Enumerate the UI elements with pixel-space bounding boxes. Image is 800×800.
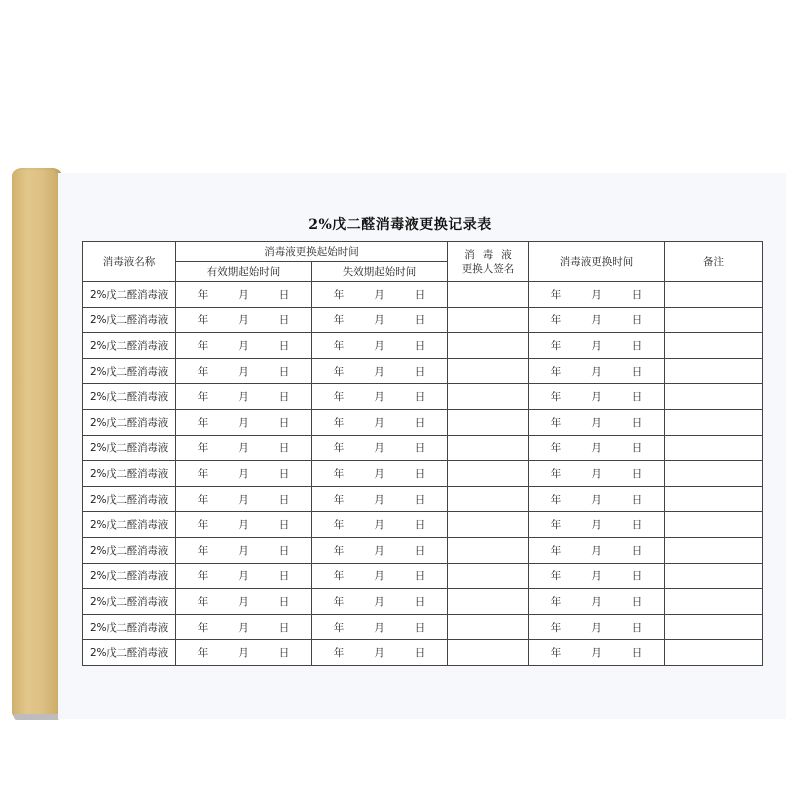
expire-start-date-cell[interactable] [312,384,448,410]
expire-start-date-cell[interactable] [312,537,448,563]
row-name: 2%戊二醛消毒液 [83,384,176,410]
remark-cell[interactable] [665,358,763,384]
year-label: 年 [333,493,345,506]
expire-start-date-cell[interactable] [312,282,448,308]
year-label: 年 [197,339,209,352]
table-row [83,435,763,461]
change-time-date-cell[interactable] [529,461,665,487]
month-label: 月 [591,570,602,583]
day-label: 日 [278,519,290,532]
expire-start-date-cell[interactable] [312,461,448,487]
year-label: 年 [333,339,345,352]
expire-start-date-cell[interactable] [312,614,448,640]
year-label: 年 [333,570,345,583]
month-label: 月 [374,519,385,532]
month-label: 月 [591,544,602,557]
day-label: 日 [278,467,290,480]
row-name: 2%戊二醛消毒液 [83,563,176,589]
month-label: 月 [374,493,385,506]
month-label: 月 [591,442,602,455]
month-label: 月 [591,391,602,404]
year-label: 年 [197,647,209,660]
expire-start-date-cell[interactable] [312,486,448,512]
month-label: 月 [374,339,385,352]
day-label: 日 [414,314,426,327]
month-label: 月 [374,544,385,557]
day-label: 日 [631,467,643,480]
header-change-time: 消毒液更换时间 [529,242,665,282]
year-label: 年 [550,442,562,455]
month-label: 月 [238,391,249,404]
year-label: 年 [197,519,209,532]
month-label: 月 [591,519,602,532]
day-label: 日 [414,493,426,506]
day-label: 日 [278,621,290,634]
change-time-date-cell[interactable] [529,384,665,410]
header-signer-line2: 更换人签名 [461,262,515,275]
signer-cell[interactable] [448,307,529,333]
table-row [83,384,763,410]
month-label: 月 [238,647,249,660]
valid-start-date-cell[interactable] [176,614,312,640]
header-start-group: 消毒液更换起始时间 [176,242,448,262]
day-label: 日 [414,570,426,583]
valid-start-date-cell[interactable] [176,333,312,359]
row-name: 2%戊二醛消毒液 [83,512,176,538]
month-label: 月 [374,595,385,608]
signer-cell[interactable] [448,640,529,666]
table-row [83,563,763,589]
valid-start-date-cell[interactable] [176,461,312,487]
year-label: 年 [550,467,562,480]
row-name: 2%戊二醛消毒液 [83,486,176,512]
month-label: 月 [238,416,249,429]
change-time-date-cell[interactable] [529,563,665,589]
day-label: 日 [414,391,426,404]
signer-cell[interactable] [448,358,529,384]
month-label: 月 [374,314,385,327]
remark-cell[interactable] [665,307,763,333]
day-label: 日 [631,339,643,352]
month-label: 月 [238,570,249,583]
change-time-date-cell[interactable] [529,409,665,435]
expire-start-date-cell[interactable] [312,640,448,666]
year-label: 年 [333,647,345,660]
table-row [83,282,763,308]
day-label: 日 [278,544,290,557]
signer-cell[interactable] [448,384,529,410]
row-name: 2%戊二醛消毒液 [83,409,176,435]
day-label: 日 [414,442,426,455]
year-label: 年 [333,595,345,608]
valid-start-date-cell[interactable] [176,537,312,563]
day-label: 日 [414,621,426,634]
year-label: 年 [197,365,209,378]
year-label: 年 [333,621,345,634]
table-row [83,409,763,435]
month-label: 月 [238,288,249,301]
expire-start-date-cell[interactable] [312,589,448,615]
year-label: 年 [197,621,209,634]
year-label: 年 [333,314,345,327]
expire-start-date-cell[interactable] [312,307,448,333]
day-label: 日 [278,288,290,301]
month-label: 月 [238,493,249,506]
day-label: 日 [414,595,426,608]
month-label: 月 [591,416,602,429]
signer-cell[interactable] [448,512,529,538]
day-label: 日 [631,314,643,327]
valid-start-date-cell[interactable] [176,384,312,410]
signer-cell[interactable] [448,537,529,563]
expire-start-date-cell[interactable] [312,333,448,359]
change-time-date-cell[interactable] [529,358,665,384]
month-label: 月 [374,391,385,404]
valid-start-date-cell[interactable] [176,307,312,333]
month-label: 月 [374,647,385,660]
remark-cell[interactable] [665,614,763,640]
day-label: 日 [414,467,426,480]
header-signer [448,242,529,282]
year-label: 年 [197,544,209,557]
month-label: 月 [238,339,249,352]
year-label: 年 [197,288,209,301]
table-row [83,307,763,333]
valid-start-date-cell[interactable] [176,486,312,512]
day-label: 日 [278,493,290,506]
row-name: 2%戊二醛消毒液 [83,614,176,640]
day-label: 日 [414,647,426,660]
row-name: 2%戊二醛消毒液 [83,358,176,384]
change-time-date-cell[interactable] [529,486,665,512]
year-label: 年 [550,416,562,429]
day-label: 日 [631,391,643,404]
form-title: 2%戊二醛消毒液更换记录表 [308,217,492,233]
day-label: 日 [631,519,643,532]
remark-cell[interactable] [665,563,763,589]
month-label: 月 [238,467,249,480]
month-label: 月 [238,365,249,378]
month-label: 月 [591,493,602,506]
valid-start-date-cell[interactable] [176,409,312,435]
signer-cell[interactable] [448,333,529,359]
year-label: 年 [333,365,345,378]
year-label: 年 [550,621,562,634]
valid-start-date-cell[interactable] [176,563,312,589]
signer-cell[interactable] [448,589,529,615]
day-label: 日 [278,339,290,352]
month-label: 月 [591,595,602,608]
signer-cell[interactable] [448,461,529,487]
valid-start-date-cell[interactable] [176,640,312,666]
year-label: 年 [197,493,209,506]
row-name: 2%戊二醛消毒液 [83,282,176,308]
day-label: 日 [631,621,643,634]
signer-cell[interactable] [448,282,529,308]
expire-start-date-cell[interactable] [312,512,448,538]
expire-start-date-cell[interactable] [312,358,448,384]
day-label: 日 [631,493,643,506]
month-label: 月 [591,314,602,327]
signer-cell[interactable] [448,409,529,435]
expire-start-date-cell[interactable] [312,409,448,435]
year-label: 年 [333,288,345,301]
day-label: 日 [631,570,643,583]
month-label: 月 [374,365,385,378]
expire-start-date-cell[interactable] [312,563,448,589]
month-label: 月 [238,544,249,557]
row-name: 2%戊二醛消毒液 [83,333,176,359]
day-label: 日 [278,416,290,429]
month-label: 月 [591,339,602,352]
signer-cell[interactable] [448,563,529,589]
year-label: 年 [550,519,562,532]
year-label: 年 [333,391,345,404]
book-spine [12,168,62,720]
day-label: 日 [631,288,643,301]
day-label: 日 [631,647,643,660]
year-label: 年 [550,391,562,404]
change-time-date-cell[interactable] [529,435,665,461]
day-label: 日 [414,288,426,301]
month-label: 月 [374,288,385,301]
year-label: 年 [197,391,209,404]
year-label: 年 [550,365,562,378]
signer-cell[interactable] [448,614,529,640]
change-time-date-cell[interactable] [529,614,665,640]
change-time-date-cell[interactable] [529,589,665,615]
year-label: 年 [550,570,562,583]
month-label: 月 [591,467,602,480]
header-remark: 备注 [665,242,763,282]
row-name: 2%戊二醛消毒液 [83,640,176,666]
remark-cell[interactable] [665,512,763,538]
remark-cell[interactable] [665,589,763,615]
remark-cell[interactable] [665,333,763,359]
day-label: 日 [278,365,290,378]
month-label: 月 [591,647,602,660]
day-label: 日 [631,365,643,378]
remark-cell[interactable] [665,409,763,435]
day-label: 日 [631,544,643,557]
change-time-date-cell[interactable] [529,537,665,563]
year-label: 年 [550,339,562,352]
day-label: 日 [414,544,426,557]
change-time-date-cell[interactable] [529,640,665,666]
day-label: 日 [631,442,643,455]
day-label: 日 [278,442,290,455]
year-label: 年 [550,288,562,301]
spine-foot [14,714,60,720]
expire-start-date-cell[interactable] [312,435,448,461]
table-row [83,461,763,487]
valid-start-date-cell[interactable] [176,589,312,615]
change-time-date-cell[interactable] [529,333,665,359]
year-label: 年 [550,544,562,557]
month-label: 月 [238,314,249,327]
day-label: 日 [631,416,643,429]
year-label: 年 [197,467,209,480]
signer-cell[interactable] [448,486,529,512]
valid-start-date-cell[interactable] [176,512,312,538]
year-label: 年 [550,595,562,608]
change-time-date-cell[interactable] [529,282,665,308]
year-label: 年 [550,493,562,506]
signer-cell[interactable] [448,435,529,461]
change-time-date-cell[interactable] [529,307,665,333]
table-row [83,333,763,359]
year-label: 年 [550,314,562,327]
year-label: 年 [197,570,209,583]
day-label: 日 [631,595,643,608]
month-label: 月 [238,442,249,455]
month-label: 月 [591,288,602,301]
day-label: 日 [414,519,426,532]
header-expire-start: 失效期起始时间 [312,262,448,282]
row-name: 2%戊二醛消毒液 [83,435,176,461]
day-label: 日 [278,314,290,327]
row-name: 2%戊二醛消毒液 [83,589,176,615]
year-label: 年 [333,442,345,455]
day-label: 日 [414,416,426,429]
month-label: 月 [238,621,249,634]
year-label: 年 [333,467,345,480]
valid-start-date-cell[interactable] [176,282,312,308]
remark-cell[interactable] [665,282,763,308]
year-label: 年 [197,314,209,327]
day-label: 日 [414,365,426,378]
month-label: 月 [591,365,602,378]
year-label: 年 [197,595,209,608]
day-label: 日 [278,595,290,608]
row-name: 2%戊二醛消毒液 [83,537,176,563]
remark-cell[interactable] [665,486,763,512]
month-label: 月 [374,467,385,480]
table-row [83,537,763,563]
table-row [83,614,763,640]
row-name: 2%戊二醛消毒液 [83,307,176,333]
header-valid-start: 有效期起始时间 [176,262,312,282]
month-label: 月 [238,595,249,608]
header-signer-line1: 消毒液 [464,248,520,261]
month-label: 月 [374,442,385,455]
table-row [83,589,763,615]
day-label: 日 [414,339,426,352]
record-table [82,241,763,666]
remark-cell[interactable] [665,435,763,461]
remark-cell[interactable] [665,640,763,666]
month-label: 月 [591,621,602,634]
day-label: 日 [278,647,290,660]
year-label: 年 [333,416,345,429]
month-label: 月 [238,519,249,532]
year-label: 年 [333,519,345,532]
table-row [83,358,763,384]
year-label: 年 [197,416,209,429]
row-name: 2%戊二醛消毒液 [83,461,176,487]
month-label: 月 [374,570,385,583]
day-label: 日 [278,570,290,583]
table-row [83,486,763,512]
year-label: 年 [197,442,209,455]
table-row [83,512,763,538]
year-label: 年 [333,544,345,557]
change-time-date-cell[interactable] [529,512,665,538]
header-name: 消毒液名称 [83,242,176,282]
month-label: 月 [374,416,385,429]
table-row [83,640,763,666]
remark-cell[interactable] [665,461,763,487]
day-label: 日 [278,391,290,404]
valid-start-date-cell[interactable] [176,358,312,384]
valid-start-date-cell[interactable] [176,435,312,461]
month-label: 月 [374,621,385,634]
remark-cell[interactable] [665,537,763,563]
year-label: 年 [550,647,562,660]
remark-cell[interactable] [665,384,763,410]
